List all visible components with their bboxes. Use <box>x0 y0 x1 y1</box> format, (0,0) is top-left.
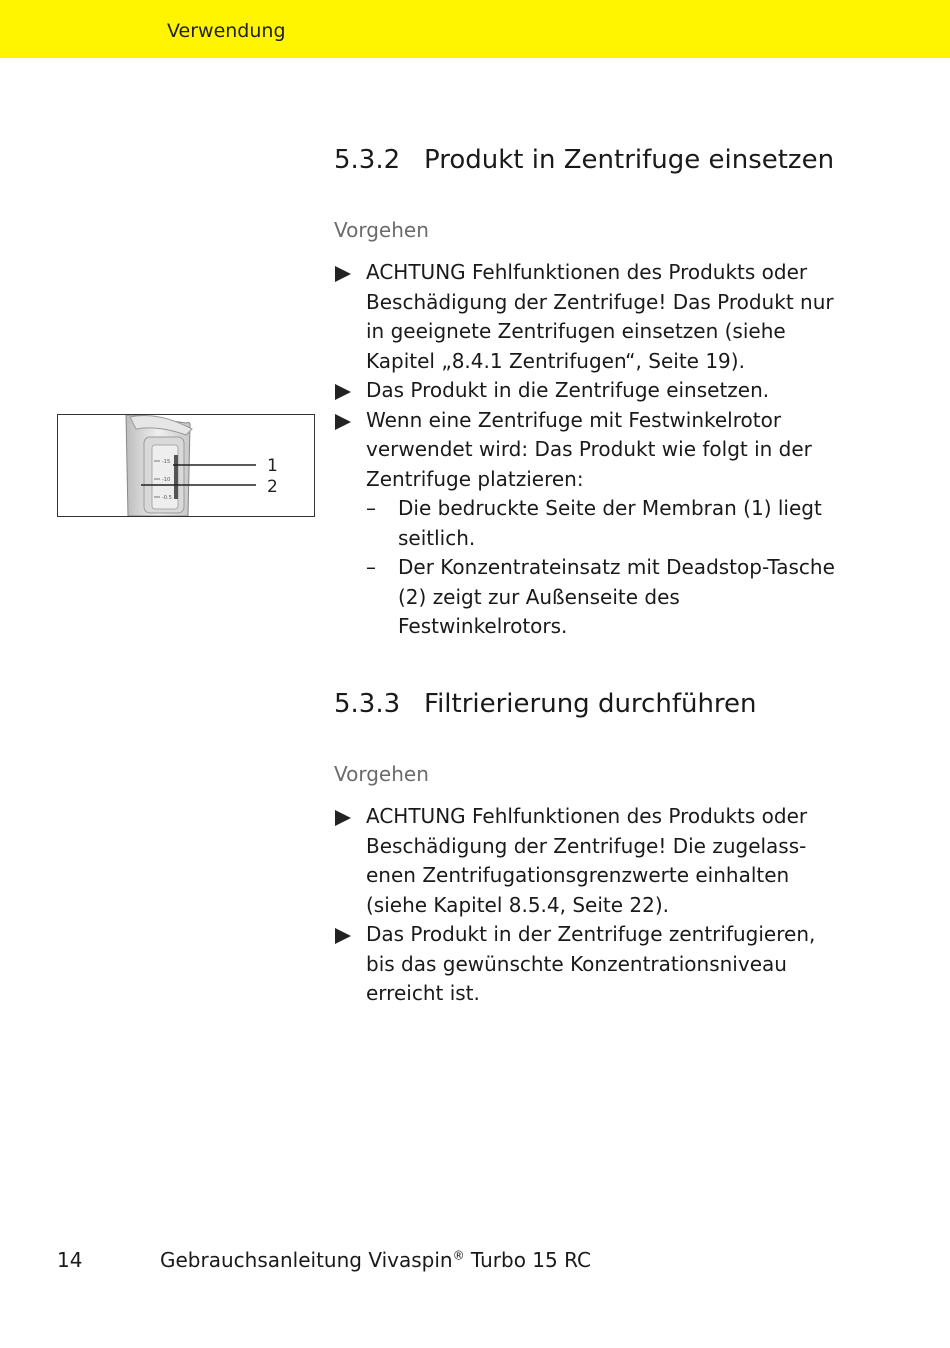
step-text: Wenn eine Zentrifuge mit Festwinkelrotor verwendet wird: Das Produkt wie folgt in der Zentrifuge platzieren: <box>366 407 812 491</box>
section-number: 5.3.2 <box>334 145 401 175</box>
section-heading-532 <box>334 145 834 175</box>
steps-list-533 <box>334 802 839 1009</box>
footer-title-suffix: Turbo 15 RC <box>464 1248 591 1272</box>
header-band <box>0 0 950 58</box>
section-heading-533 <box>334 689 757 719</box>
callout-label-1: 1 <box>267 456 278 476</box>
section-number: 5.3.3 <box>334 689 401 719</box>
step-item <box>334 406 839 642</box>
step-text: Das Produkt in die Zentrifuge einsetzen. <box>366 378 770 402</box>
arrow-bullet-icon <box>335 928 351 944</box>
dash-bullet: – <box>366 496 376 520</box>
sub-steps-list <box>366 494 839 642</box>
footer-doc-title <box>160 1248 591 1272</box>
arrow-bullet-icon <box>335 384 351 400</box>
dash-bullet: – <box>366 555 376 579</box>
arrow-bullet-icon <box>335 414 351 430</box>
registered-mark: ® <box>452 1248 465 1263</box>
arrow-bullet-icon <box>335 810 351 826</box>
arrow-bullet-icon <box>335 266 351 282</box>
sub-step-item <box>366 553 839 642</box>
step-warning-keyword: ACHTUNG <box>366 804 466 828</box>
step-item <box>334 920 839 1009</box>
step-warning-keyword: ACHTUNG <box>366 260 466 284</box>
step-item <box>334 802 839 920</box>
footer-title-main: Gebrauchsanleitung Vivaspin <box>160 1248 453 1272</box>
subhead-vorgehen-532: Vorgehen <box>334 218 429 242</box>
step-item <box>334 258 839 376</box>
sub-step-text: Der Konzentrateinsatz mit Deadstop-Tasche (2) zeigt zur Außenseite des Festwinkelrotors. <box>398 555 835 638</box>
subhead-vorgehen-533: Vorgehen <box>334 762 429 786</box>
section-title: Produkt in Zentrifuge einsetzen <box>424 145 835 175</box>
section-title: Filtrierierung durchführen <box>424 689 757 719</box>
header-section-label: Verwendung <box>167 20 286 42</box>
steps-list-532 <box>334 258 839 642</box>
scale-mark-label: -10 <box>162 477 171 483</box>
scale-mark-label: -15 <box>162 459 171 465</box>
scale-mark-label: -0.5 <box>162 495 172 501</box>
footer-page-number: 14 <box>57 1248 83 1272</box>
product-figure <box>57 414 315 517</box>
step-item <box>334 376 839 406</box>
step-text: Fehlfunktionen des Produkts oder Beschädigung der Zentrifuge! Das Produkt nur in geeignete Zentrifugen einsetzen (siehe Kapitel „8.4.1 Zentrifugen“, Seite 19). <box>366 260 834 373</box>
callout-label-2: 2 <box>267 477 278 497</box>
step-text: Fehlfunktionen des Produkts oder Beschädigung der Zentrifuge! Die zugelass-enen Zentrifugationsgrenzwerte einhalten (siehe Kapitel 8.5.4, Seite 22). <box>366 804 808 917</box>
step-text: Das Produkt in der Zentrifuge zentrifugieren, bis das gewünschte Konzentrationsniveau erreicht ist. <box>366 922 816 1005</box>
sub-step-item <box>366 494 839 553</box>
sub-step-text: Die bedruckte Seite der Membran (1) liegt seitlich. <box>398 496 822 550</box>
